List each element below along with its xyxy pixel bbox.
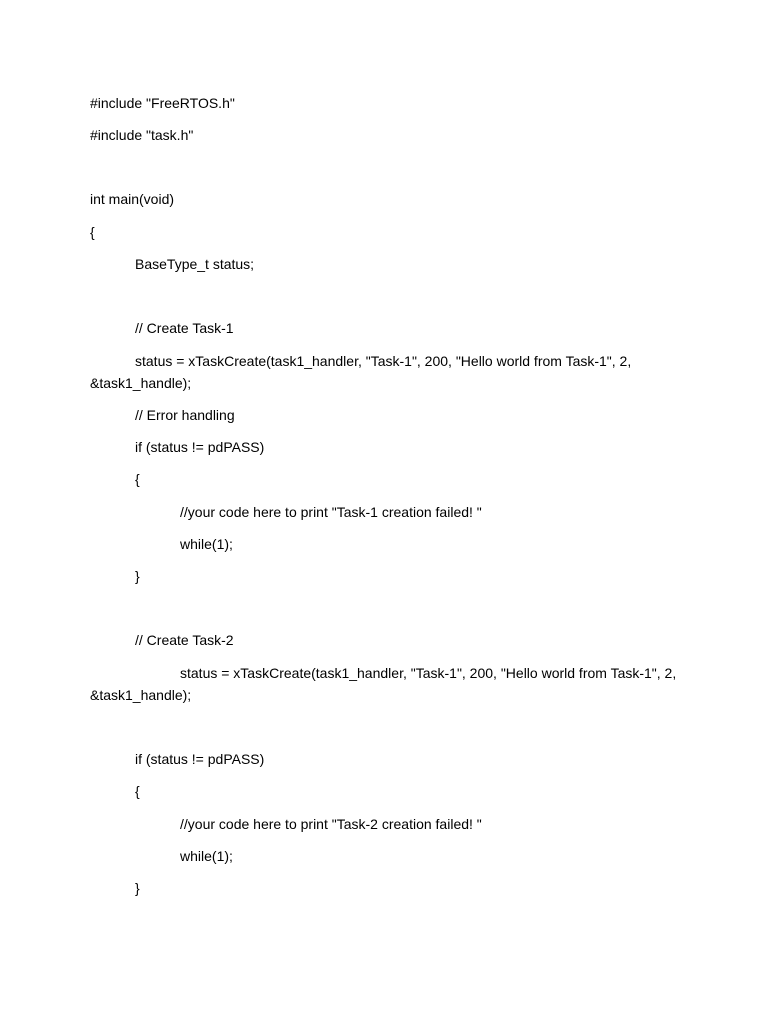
code-line-main-open-brace: { <box>90 224 95 240</box>
code-line-if-task1-open: { <box>135 471 140 487</box>
code-line-if-task2-open: { <box>135 783 140 799</box>
code-line-comment-task1: // Create Task-1 <box>135 320 234 336</box>
code-line-if-task1: if (status != pdPASS) <box>135 439 265 455</box>
code-line-if-task2-close: } <box>135 880 140 896</box>
code-line-if-task2: if (status != pdPASS) <box>135 751 265 767</box>
code-line-include-task: #include "task.h" <box>90 127 194 143</box>
code-line-status-decl: BaseType_t status; <box>135 256 255 272</box>
code-line-if-task1-close: } <box>135 568 140 584</box>
code-line-create-task1-cont: &task1_handle); <box>90 375 192 391</box>
code-line-create-task2: status = xTaskCreate(task1_handler, "Task-1", 200, "Hello world from Task-1", 2, <box>180 665 677 681</box>
code-line-include-freertos: #include "FreeRTOS.h" <box>90 95 235 111</box>
code-line-create-task2-cont: &task1_handle); <box>90 687 192 703</box>
code-line-task2-print-todo: //your code here to print "Task-2 creation failed! " <box>180 816 482 832</box>
code-line-comment-task2: // Create Task-2 <box>135 632 234 648</box>
code-line-task1-while: while(1); <box>180 536 233 552</box>
code-line-comment-error: // Error handling <box>135 407 235 423</box>
code-line-create-task1: status = xTaskCreate(task1_handler, "Task-1", 200, "Hello world from Task-1", 2, <box>135 353 632 369</box>
code-line-task1-print-todo: //your code here to print "Task-1 creation failed! " <box>180 504 482 520</box>
code-line-task2-while: while(1); <box>180 848 233 864</box>
code-line-main-signature: int main(void) <box>90 191 175 207</box>
